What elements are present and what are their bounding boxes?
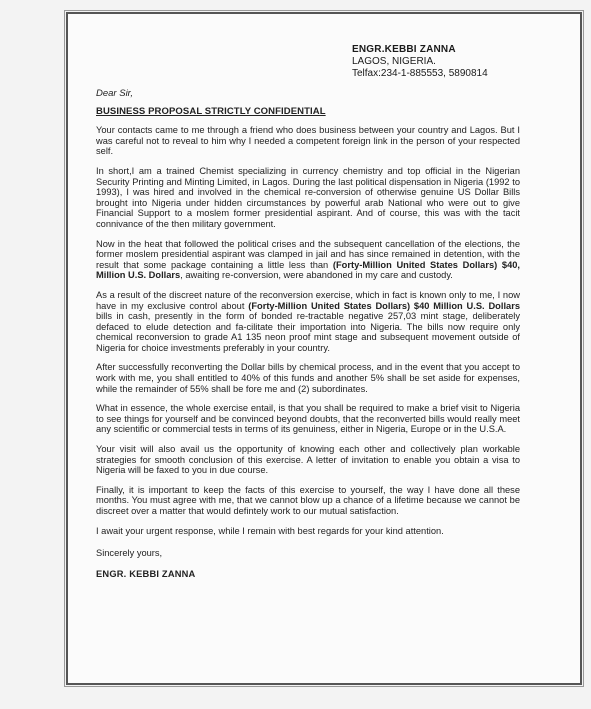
paragraph-3-text-a: Now in the heat that followed the political crises and the subsequent cancellation of the elections, the former moslem presidential aspirant was clamped in jail and has since remained in detention, with the result that some package containing a little less than: [96, 238, 520, 270]
paragraph-4-bold-amount: (Forty-Million United States Dollars) $40 Million U.S. Dollars: [248, 300, 520, 311]
closing: Sincerely yours,: [96, 548, 163, 559]
paragraph-7: Your visit will also avail us the opportunity of knowing each other and collectively plan workable strategies for smooth conclusion of this exercise. A letter of invitation to enable you obtain a visa to Nigeria will be faxed to you in due course.: [96, 444, 520, 476]
sender-telfax: Telfax:234-1-885553, 5890814: [352, 68, 488, 79]
sender-name: ENGR.KEBBI ZANNA: [352, 44, 456, 55]
paragraph-3: [96, 239, 520, 281]
salutation: Dear Sir,: [96, 88, 133, 99]
sender-city: LAGOS, NIGERIA.: [352, 56, 436, 67]
subject-line: BUSINESS PROPOSAL STRICTLY CONFIDENTIAL: [96, 105, 326, 117]
paragraph-6: What in essence, the whole exercise entail, is that you shall be required to make a brief visit to Nigeria to see things for yourself and be convinced beyond doubts, that the reconverted bills would really meet any scientific or commercial tests in terms of its genuiness, either in Nigeria, Europe or in the U.S.A.: [96, 403, 520, 435]
paragraph-3-bold-amount: (Forty-Million United States Dollars) $40, Million U.S. Dollars: [96, 259, 521, 281]
paragraph-4-text-a: As a result of the discreet nature of the reconversion exercise, which in fact is known only to me, I now have in my exclusive control about: [96, 289, 520, 311]
paragraph-4: [96, 290, 520, 354]
paragraph-8: Finally, it is important to keep the facts of this exercise to yourself, the way I have done all these months. You must agree with me, that we cannot blow up a chance of a lifetime because we cannot be discreet over a matter that would defintely work to our mutual satisfaction.: [96, 484, 520, 516]
paragraph-5: After successfully reconverting the Dollar bills by chemical process, and in the event that you accept to work with me, you shall entitled to 40% of this funds and another 5% shall be set aside for expenses, while the remainder of 55% shall be fore me and (2) subordinates.: [96, 362, 520, 394]
letter-body: [96, 89, 520, 579]
paragraph-1: Your contacts came to me through a friend who does business between your country and Lagos. But I was careful not to reveal to him why I needed a competent foreign link in the person of your respected self.: [96, 125, 520, 157]
paragraph-9: I await your urgent response, while I remain with best regards for your kind attention.: [96, 525, 444, 536]
paragraph-3-text-b: , awaiting re-conversion, were abandoned in my care and custody.: [180, 270, 453, 281]
paragraph-2: In short,I am a trained Chemist specializing in currency chemistry and top official in the Nigerian Security Printing and Minting Limited, in Lagos. During the last political dispensation in Nigeria (1992 to 1993), I was hired and involved in the chemical re-conversion of otherwise genuine US Dollar Bills brought into Nigeria under hidden circumstances by powerful arab National who were out to give Financial Support to a moslem former presidential aspirant. And of course, this was with the tacit connivance of the then military government.: [96, 165, 520, 229]
sender-block: [352, 44, 488, 80]
paragraph-4-text-b: bills in cash, presently in the form of bonded re-tractable negative 257,03 mint stage, deliberately defaced to elude detection and fa-cilitate their importation into Nigeria. The bills now require only chemical reconversion to grade A1 135 neon proof mint stage and subsequent movement outside of Nigeria for choice investments preferably in your country.: [96, 311, 520, 353]
signature: ENGR. KEBBI ZANNA: [96, 568, 196, 579]
